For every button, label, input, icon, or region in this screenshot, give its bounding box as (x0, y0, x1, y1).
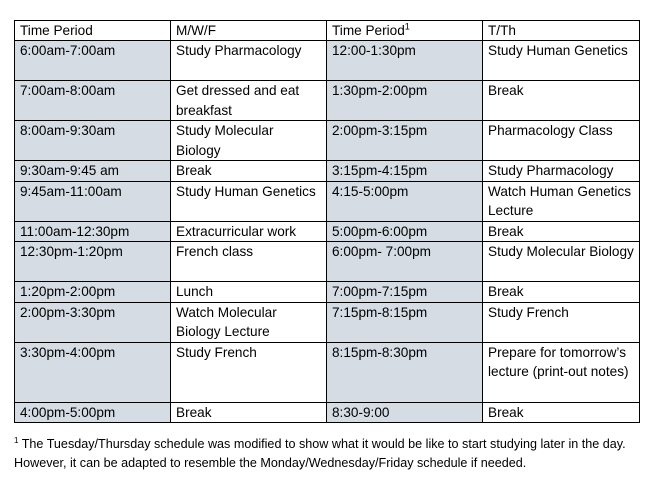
header-time-period-mwf (15, 21, 171, 41)
header-time-period-tth (327, 21, 483, 41)
cell-text: 6:00pm- 7:00pm (332, 244, 431, 260)
tth-activity-cell (483, 81, 640, 121)
cell-text: 12:30pm-1:20pm (20, 244, 123, 260)
cell-text: Break (488, 83, 524, 99)
cell-text: 3:15pm-4:15pm (332, 163, 428, 179)
cell-text: Break (176, 163, 212, 179)
cell-text: Prepare for tomorrow’s lecture (print-out notes) (488, 344, 629, 380)
cell-text: Study Pharmacology (488, 163, 614, 179)
cell-text: 2:00pm-3:15pm (332, 123, 428, 139)
time-period-tth-cell (327, 121, 483, 161)
cell-text: Break (488, 284, 524, 300)
table-row (15, 402, 640, 422)
table-row (15, 221, 640, 241)
cell-text: 1:20pm-2:00pm (20, 284, 116, 300)
mwf-activity-cell (171, 302, 327, 342)
time-period-tth-cell (327, 181, 483, 221)
table-row (15, 342, 640, 402)
mwf-activity-cell (171, 41, 327, 81)
tth-activity-cell (483, 41, 640, 81)
time-period-mwf-cell (15, 402, 171, 422)
cell-text: Study French (488, 304, 569, 320)
time-period-tth-cell (327, 282, 483, 302)
cell-text: Study Molecular Biology (176, 123, 274, 158)
cell-text: 9:45am-11:00am (20, 183, 122, 199)
cell-text: French class (176, 244, 254, 260)
time-period-mwf-cell (15, 242, 171, 282)
table-row (15, 282, 640, 302)
tth-activity-cell (483, 282, 640, 302)
tth-activity-cell (483, 242, 640, 282)
cell-text: 8:30-9:00 (332, 404, 390, 420)
time-period-tth-cell (327, 302, 483, 342)
mwf-activity-cell (171, 402, 327, 422)
cell-text: 2:00pm-3:30pm (20, 304, 116, 320)
time-period-mwf-cell (15, 181, 171, 221)
cell-text: Study Pharmacology (176, 43, 302, 59)
tth-activity-cell (483, 402, 640, 422)
time-period-mwf-cell (15, 282, 171, 302)
table-row (15, 161, 640, 181)
cell-text: Watch Molecular Biology Lecture (176, 304, 277, 340)
table-row (15, 121, 640, 161)
time-period-tth-cell (327, 161, 483, 181)
mwf-activity-cell (171, 342, 327, 402)
cell-text: Pharmacology Class (488, 123, 613, 139)
cell-text: 5:00pm-6:00pm (332, 223, 428, 239)
mwf-activity-cell (171, 181, 327, 221)
tth-activity-cell (483, 161, 640, 181)
cell-text: 7:00am-8:00am (20, 83, 116, 99)
time-period-tth-cell (327, 242, 483, 282)
header-row (15, 21, 640, 41)
table-row (15, 181, 640, 221)
mwf-activity-cell (171, 282, 327, 302)
header-tth (483, 21, 640, 41)
header-label: Time Period (332, 23, 405, 38)
cell-text: Break (488, 223, 524, 239)
time-period-tth-cell (327, 41, 483, 81)
cell-text: 11:00am-12:30pm (20, 223, 130, 239)
mwf-activity-cell (171, 121, 327, 161)
cell-text: Extracurricular work (176, 223, 297, 239)
time-period-tth-cell (327, 342, 483, 402)
header-label: T/Th (488, 23, 516, 38)
cell-text: 1:30pm-2:00pm (332, 83, 428, 99)
mwf-activity-cell (171, 242, 327, 282)
schedule-body (15, 21, 640, 423)
table-row (15, 81, 640, 121)
cell-text: 12:00-1:30pm (332, 43, 416, 59)
schedule-table (14, 20, 640, 423)
cell-text: 8:15pm-8:30pm (332, 344, 428, 360)
footnote-text: The Tuesday/Thursday schedule was modified to show what it would be like to start studying later in the day. However, it can be adapted to resemble the Monday/Wednesday/Friday schedule if needed. (14, 437, 626, 470)
cell-text: 4:00pm-5:00pm (20, 404, 116, 420)
time-period-mwf-cell (15, 302, 171, 342)
header-label: Time Period (20, 23, 93, 38)
time-period-tth-cell (327, 221, 483, 241)
time-period-mwf-cell (15, 161, 171, 181)
cell-text: 3:30pm-4:00pm (20, 344, 116, 360)
tth-activity-cell (483, 221, 640, 241)
footnote-mark: 1 (14, 435, 19, 445)
tth-activity-cell (483, 181, 640, 221)
table-row (15, 41, 640, 81)
time-period-mwf-cell (15, 81, 171, 121)
time-period-mwf-cell (15, 121, 171, 161)
tth-activity-cell (483, 342, 640, 402)
footnote (14, 435, 639, 472)
header-label: M/W/F (176, 23, 217, 38)
time-period-tth-cell (327, 81, 483, 121)
header-mwf (171, 21, 327, 41)
mwf-activity-cell (171, 161, 327, 181)
time-period-mwf-cell (15, 221, 171, 241)
cell-text: Study Human Genetics (488, 43, 628, 59)
cell-text: Study French (176, 344, 257, 360)
cell-text: Break (176, 404, 212, 420)
cell-text: Lunch (176, 284, 214, 300)
cell-text: 7:00pm-7:15pm (332, 284, 428, 300)
tth-activity-cell (483, 302, 640, 342)
cell-text: Watch Human Genetics Lecture (488, 183, 632, 219)
cell-text: 8:00am-9:30am (20, 123, 116, 139)
time-period-mwf-cell (15, 342, 171, 402)
cell-text: Study Molecular Biology (488, 244, 634, 260)
cell-text: 6:00am-7:00am (20, 43, 116, 59)
mwf-activity-cell (171, 221, 327, 241)
cell-text: 7:15pm-8:15pm (332, 304, 428, 320)
cell-text: 4:15-5:00pm (332, 183, 409, 199)
cell-text: Get dressed and eat breakfast (176, 83, 300, 118)
mwf-activity-cell (171, 81, 327, 121)
footnote-marker: 1 (404, 21, 410, 32)
cell-text: Break (488, 404, 524, 420)
table-row (15, 302, 640, 342)
time-period-tth-cell (327, 402, 483, 422)
time-period-mwf-cell (15, 41, 171, 81)
cell-text: Study Human Genetics (176, 183, 316, 199)
cell-text: 9:30am-9:45 am (20, 163, 119, 179)
tth-activity-cell (483, 121, 640, 161)
table-row (15, 242, 640, 282)
